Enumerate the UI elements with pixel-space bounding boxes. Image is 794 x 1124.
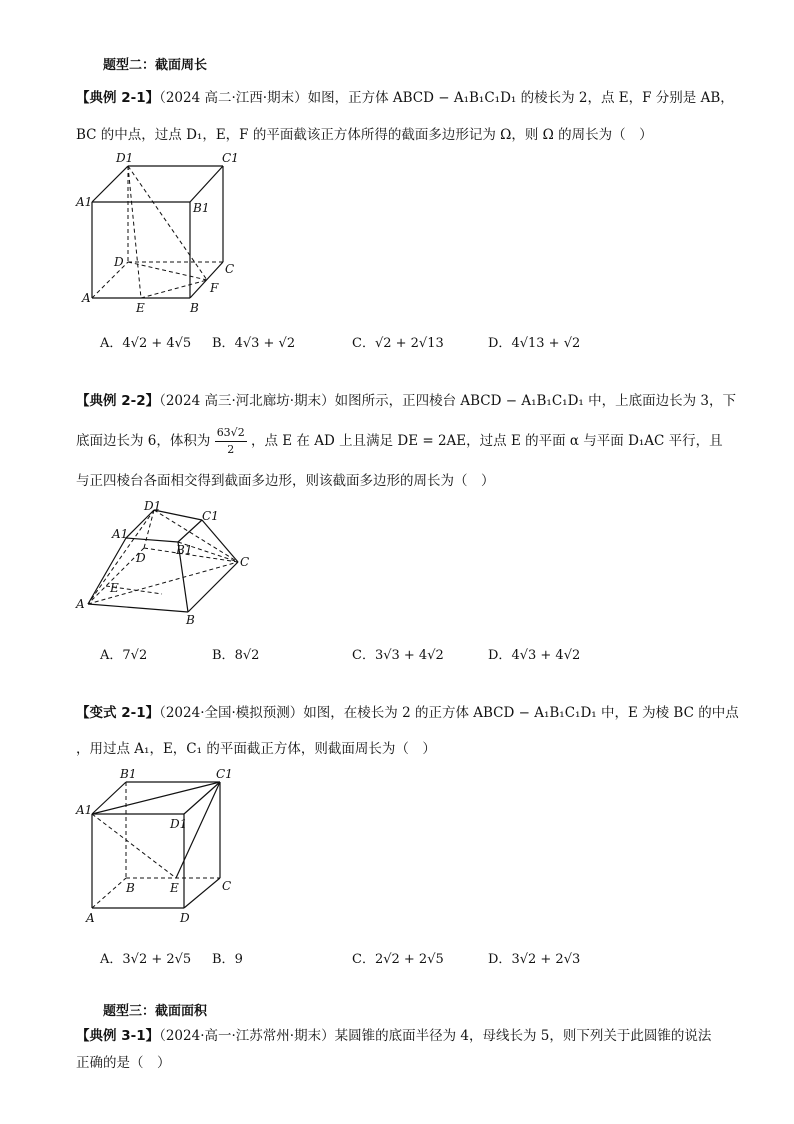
problem-text: （2024 高二·江西·期末）如图，正方体 ABCD − A₁B₁C₁D₁ 的棱长为 2，点 E，F 分别是 AB， bbox=[159, 90, 734, 106]
vertex-label: E bbox=[110, 581, 119, 595]
frustum-figure bbox=[70, 496, 270, 628]
vertex-label: D1 bbox=[144, 499, 162, 513]
problem-tag: 【典例 2-2】 bbox=[76, 393, 160, 409]
cube-figure bbox=[70, 766, 250, 928]
vertex-label: D1 bbox=[170, 817, 188, 831]
vertex-label: C bbox=[240, 555, 250, 569]
problem-text-line bbox=[76, 89, 734, 107]
problem-text: （2024·全国·模拟预测）如图，在棱长为 2 的正方体 ABCD − A₁B₁C₁D₁ 中，E 为棱 BC 的中点 bbox=[159, 705, 739, 721]
option-c[interactable]: C．3√3 + 4√2 bbox=[352, 648, 444, 663]
option-d[interactable]: D．4√13 + √2 bbox=[488, 336, 581, 351]
option-d[interactable]: D．4√3 + 4√2 bbox=[488, 648, 581, 663]
problem-text-line: BC 的中点，过点 D₁，E，F 的平面截该正方体所得的截面多边形记为 Ω，则 Ω 的周长为（ ） bbox=[76, 127, 653, 143]
problem-text: （2024·高一·江苏常州·期末）某圆锥的底面半径为 4，母线长为 5，则下列关于此圆锥的说法 bbox=[159, 1028, 712, 1044]
problem-text-line bbox=[76, 704, 739, 722]
option-b[interactable]: B．4√3 + √2 bbox=[212, 336, 296, 351]
vertex-label: A1 bbox=[76, 803, 93, 817]
vertex-label: F bbox=[210, 281, 219, 295]
vertex-label: B1 bbox=[120, 767, 137, 781]
option-b[interactable]: B．9 bbox=[212, 952, 243, 967]
vertex-label: A bbox=[76, 597, 85, 611]
vertex-label: A1 bbox=[76, 195, 93, 209]
volume-fraction: $\frac{63√2}{2}$ bbox=[216, 426, 245, 456]
option-c[interactable]: C．2√2 + 2√5 bbox=[352, 952, 444, 967]
vertex-label: C1 bbox=[216, 767, 233, 781]
problem-tag: 【典例 3-1】 bbox=[76, 1028, 160, 1044]
vertex-label: C bbox=[222, 879, 232, 893]
vertex-label: C bbox=[225, 262, 235, 276]
vertex-label: B1 bbox=[176, 543, 193, 557]
problem-text-line: 底面边长为 6，体积为 $\frac{63√2}{2}$ ，点 E 在 AD 上且满足 DE = 2AE，过点 E 的平面 α 与平面 D₁AC 平行，且 bbox=[76, 426, 723, 456]
vertex-label: E bbox=[136, 301, 145, 315]
vertex-label: D bbox=[136, 551, 146, 565]
vertex-label: D bbox=[180, 911, 190, 925]
vertex-label: B bbox=[190, 301, 199, 315]
problem-text-line bbox=[76, 1027, 711, 1045]
problem-text-line: 与正四棱台各面相交得到截面多边形，则该截面多边形的周长为（ ） bbox=[76, 473, 495, 489]
option-c[interactable]: C．√2 + 2√13 bbox=[352, 336, 444, 351]
vertex-label: B1 bbox=[193, 201, 210, 215]
vertex-label: A bbox=[82, 291, 91, 305]
vertex-label: B bbox=[126, 881, 135, 895]
problem-tag: 【变式 2-1】 bbox=[76, 705, 160, 721]
vertex-label: A bbox=[86, 911, 95, 925]
vertex-label: D1 bbox=[116, 151, 134, 165]
vertex-label: C1 bbox=[222, 151, 239, 165]
vertex-label: E bbox=[170, 881, 179, 895]
option-d[interactable]: D．3√2 + 2√3 bbox=[488, 952, 581, 967]
option-a[interactable]: A．4√2 + 4√5 bbox=[100, 336, 192, 351]
problem-tag: 【典例 2-1】 bbox=[76, 90, 160, 106]
problem-text: （2024 高三·河北廊坊·期末）如图所示，正四棱台 ABCD − A₁B₁C₁D₁ 中，上底面边长为 3，下 bbox=[159, 393, 736, 409]
vertex-label: C1 bbox=[202, 509, 219, 523]
problem-text-line bbox=[76, 392, 736, 410]
vertex-label: A1 bbox=[112, 527, 129, 541]
section-heading: 题型三：截面面积 bbox=[103, 1004, 208, 1019]
vertex-label: B bbox=[186, 613, 195, 627]
option-b[interactable]: B．8√2 bbox=[212, 648, 260, 663]
option-a[interactable]: A．3√2 + 2√5 bbox=[100, 952, 192, 967]
problem-text-line: 正确的是（ ） bbox=[76, 1055, 171, 1071]
section-heading: 题型二：截面周长 bbox=[103, 58, 208, 73]
option-a[interactable]: A．7√2 bbox=[100, 648, 148, 663]
problem-text-line: ，用过点 A₁，E，C₁ 的平面截正方体，则截面周长为（ ） bbox=[76, 741, 436, 757]
cube-figure bbox=[70, 150, 250, 318]
vertex-label: D bbox=[114, 255, 124, 269]
